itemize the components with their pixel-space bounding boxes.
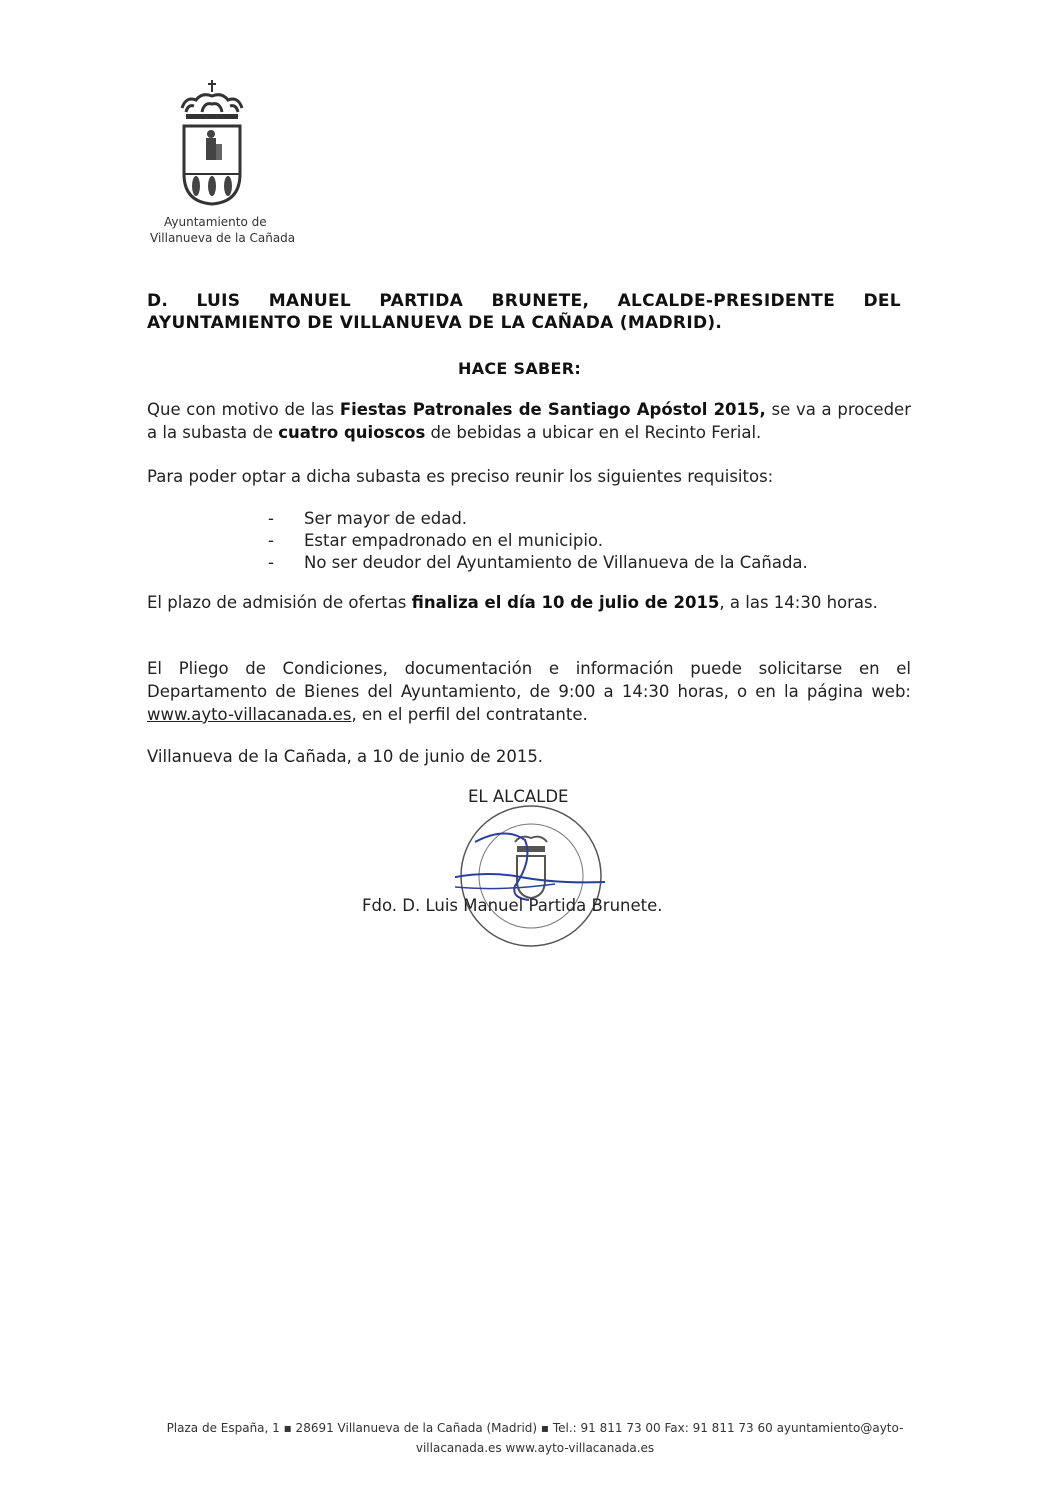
paragraph-announcement (147, 398, 911, 444)
p1-text-3: de bebidas a ubicar en el Recinto Ferial. (425, 423, 762, 442)
signature-title: EL ALCALDE (468, 787, 569, 806)
dash-marker: - (268, 553, 274, 572)
footer-line-1: Plaza de España, 1 ▪ 28691 Villanueva de la Cañada (Madrid) ▪ Tel.: 91 811 73 00 Fax: 91 811 73 60 ayuntamiento@ayto- (166, 1421, 904, 1435)
requirements-list (268, 508, 808, 574)
heading-word: BRUNETE, (491, 291, 590, 311)
p4-text-2: , en el perfil del contratante. (351, 705, 588, 724)
org-line-2: Villanueva de la Cañada (150, 231, 296, 245)
paragraph-deadline (147, 591, 911, 614)
heading-word: MANUEL (268, 291, 352, 311)
website-link[interactable]: www.ayto-villacanada.es (147, 705, 352, 724)
heading-word: DEL (863, 291, 901, 311)
place-date: Villanueva de la Cañada, a 10 de junio de 2015. (147, 747, 544, 766)
dash-marker: - (268, 509, 274, 528)
footer (150, 1418, 920, 1458)
p3-bold-1: finaliza el día 10 de julio de 2015 (411, 593, 720, 612)
list-item (268, 552, 808, 574)
heading-word: LUIS (196, 291, 241, 311)
org-line-1: Ayuntamiento de (164, 215, 267, 229)
signatory-name: Fdo. D. Luis Manuel Partida Brunete. (362, 896, 663, 915)
heading-line-1 (147, 290, 901, 312)
list-item (268, 530, 808, 552)
p3-text-1: El plazo de admisión de ofertas (147, 593, 412, 612)
requirement-text: Estar empadronado en el municipio. (304, 531, 603, 550)
heading-word: D. (147, 291, 169, 311)
official-stamp-icon (455, 800, 615, 960)
p3-text-2: , a las 14:30 horas. (719, 593, 878, 612)
heading-word: PARTIDA (379, 291, 464, 311)
paragraph-info (147, 657, 911, 726)
list-item (268, 508, 808, 530)
footer-line-2: villacanada.es www.ayto-villacanada.es (415, 1441, 655, 1455)
paragraph-requirements-intro: Para poder optar a dicha subasta es preciso reunir los siguientes requisitos: (147, 467, 774, 486)
heading-line-2: AYUNTAMIENTO DE VILLANUEVA DE LA CAÑADA (MADRID). (147, 313, 723, 333)
p1-text-1: Que con motivo de las (147, 400, 340, 419)
letterhead (150, 78, 300, 246)
p4-text-1: El Pliego de Condiciones, documentación e información puede solicitarse en el Departamento de Bienes del Ayuntamiento, de 9:00 a 14:30 horas, o en la página web: (147, 659, 911, 701)
hace-saber-title: HACE SABER: (458, 359, 582, 378)
dash-marker: - (268, 531, 274, 550)
requirement-text: Ser mayor de edad. (304, 509, 468, 528)
heading-word: ALCALDE-PRESIDENTE (617, 291, 836, 311)
p1-bold-1: Fiestas Patronales de Santiago Apóstol 2015, (339, 400, 766, 419)
letterhead-caption (150, 214, 300, 246)
coat-of-arms-icon (172, 78, 252, 208)
requirement-text: No ser deudor del Ayuntamiento de Villanueva de la Cañada. (304, 553, 808, 572)
p1-text-2: se va a proceder a la subasta de (147, 400, 911, 442)
p1-bold-2: cuatro quioscos (278, 423, 426, 442)
mayor-heading (147, 290, 901, 334)
